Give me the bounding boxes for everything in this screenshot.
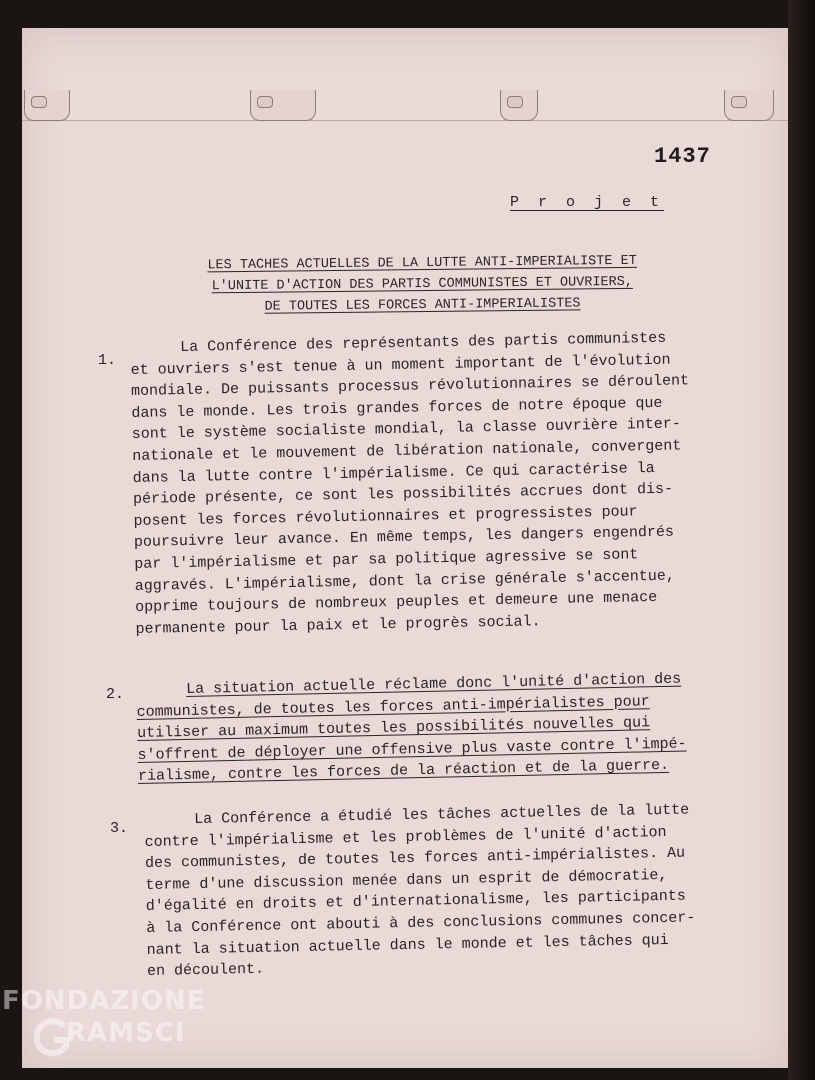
document-sheet	[22, 28, 788, 1068]
paragraph-line: mondiale. De puissants processus révolutionnaires se déroulent	[130, 372, 690, 401]
watermark-line: RAMSCI	[66, 1018, 186, 1048]
document-heading: P r o j e t	[510, 194, 665, 211]
section-number: 2.	[106, 686, 125, 703]
section-3-paragraph	[144, 799, 696, 982]
binding-strip	[22, 90, 788, 121]
section-number: 1.	[98, 352, 117, 369]
paragraph-line: par l'impérialisme et par sa politique agressive se sont	[134, 546, 639, 573]
paragraph-line: dans le monde. Les trois grandes forces de notre époque que	[131, 394, 663, 422]
paragraph-line: La situation actuelle réclame donc l'unité d'action des	[186, 670, 682, 698]
binding-tab	[500, 90, 538, 121]
paragraph-line: nant la situation actuelle dans le monde et les tâches qui	[146, 931, 669, 959]
document-title	[142, 250, 703, 319]
binding-tab	[724, 90, 774, 121]
section-2-paragraph	[136, 669, 687, 788]
title-line: DE TOUTES LES FORCES ANTI-IMPERIALISTES	[264, 296, 581, 315]
title-line: LES TACHES ACTUELLES DE LA LUTTE ANTI-IMPERIALISTE ET	[207, 253, 637, 274]
paragraph-line: terme d'une discussion menée dans un esprit de démocratie,	[145, 866, 668, 894]
paragraph-line: La Conférence des représentants des partis communistes	[180, 329, 667, 357]
section-1-paragraph	[130, 327, 694, 640]
page-number: 1437	[654, 144, 711, 169]
paragraph-line: poursuivre leur avance. En même temps, les dangers engendrés	[133, 523, 675, 552]
scan-edge-shadow	[788, 0, 815, 1080]
paragraph-line: utiliser au maximum toutes les possibilités nouvelles qui	[136, 714, 651, 743]
gramsci-g-icon	[34, 1018, 72, 1058]
paragraph-line: posent les forces révolutionnaires et progressistes pour	[133, 503, 638, 530]
paragraph-line: contre l'impérialisme et les problèmes de l'unité d'action	[144, 823, 667, 851]
binding-tab	[250, 90, 316, 121]
paragraph-line: rialisme, contre les forces de la réaction et de la guerre.	[137, 757, 670, 786]
paragraph-line: sont le système socialiste mondial, la classe ouvrière inter-	[131, 415, 682, 444]
binding-tab	[24, 90, 70, 121]
paragraph-line: aggravés. L'impérialisme, dont la crise générale s'accentue,	[134, 567, 675, 595]
paragraph-line: permanente pour la paix et le progrès social.	[135, 612, 541, 638]
section-number: 3.	[110, 820, 129, 837]
paragraph-line: communistes, de toutes les forces anti-impérialistes pour	[136, 692, 650, 721]
paragraph-line: et ouvriers s'est tenue à un moment important de l'évolution	[130, 351, 671, 379]
paragraph-line: opprime toujours de nombreux peuples et demeure une menace	[135, 589, 658, 617]
paragraph-line: nationale et le mouvement de libération nationale, convergent	[132, 437, 682, 465]
paragraph-line: à la Conférence ont abouti à des conclusions communes concer-	[146, 909, 696, 937]
paragraph-line: s'offrent de déployer une offensive plus vaste contre l'impé-	[137, 735, 687, 764]
paragraph-line: en découlent.	[146, 960, 265, 981]
paragraph-line: dans la lutte contre l'impérialisme. Ce qui caractérise la	[132, 459, 655, 487]
paragraph-line: période présente, ce sont les possibilités accrues dont dis-	[132, 480, 674, 509]
watermark-line: FONDAZIONE	[2, 986, 206, 1016]
paragraph-line: des communistes, de toutes les forces anti-impérialistes. Au	[144, 844, 686, 873]
title-line: L'UNITE D'ACTION DES PARTIS COMMUNISTES ET OUVRIERS,	[211, 274, 634, 295]
paragraph-line: d'égalité en droits et d'internationalisme, les participants	[145, 887, 687, 916]
paragraph-line: La Conférence a étudié les tâches actuelles de la lutte	[194, 801, 690, 829]
watermark-logo	[2, 988, 205, 1046]
